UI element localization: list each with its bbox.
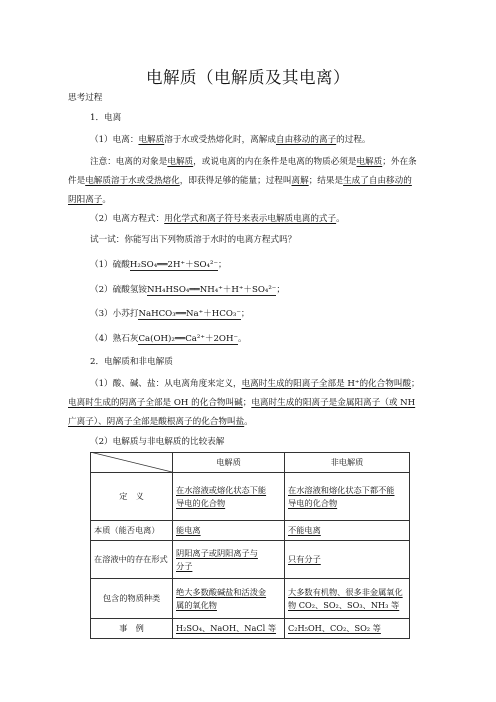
underlined-text: 电解质溶于水或受热熔化 <box>85 176 180 186</box>
eq-label: （2）硫酸氢铵 <box>90 285 148 295</box>
s2-p1-line2 <box>68 398 415 409</box>
cell-text: 分子 <box>176 560 193 571</box>
underlined-text: 用化学式和离子符号来表示电解质电离的式子 <box>164 214 337 224</box>
cell-text: C₂H₅OH、CO₂、SO₂ 等 <box>288 623 381 633</box>
text: 。 <box>244 417 253 427</box>
s1-heading: 1．电离 <box>90 113 122 123</box>
cell-nonelectrolyte <box>285 619 410 639</box>
underlined-text: 离解 <box>291 176 309 186</box>
row-label: 在溶液中的存在形式 <box>91 541 173 579</box>
eq-rhs: 2H⁺＋SO₄²⁻ <box>167 260 218 270</box>
cell-text: 属的氧化物 <box>176 599 217 610</box>
cell-text: 不能电离 <box>288 525 321 535</box>
underlined-text: 电离时生成的阳离子全部是 H⁺的化合物叫酸 <box>241 379 412 389</box>
row-label: 包含的物质种类 <box>91 579 173 619</box>
s1-note-line2 <box>68 176 412 187</box>
underlined-text: 电解质 <box>167 157 194 167</box>
cell-nonelectrolyte <box>285 521 410 541</box>
s2-heading: 2．电解质和非电解质 <box>90 357 173 367</box>
table-row <box>91 473 410 521</box>
cell-electrolyte <box>173 541 285 579</box>
cell-text: 在水溶液和熔化状态下都不能 <box>288 484 395 495</box>
underlined-text: 阴阳离子 <box>68 195 103 205</box>
text: ；结果是 <box>308 176 344 186</box>
col-header-electrolyte: 电解质 <box>173 453 285 473</box>
equation-3 <box>90 309 250 320</box>
col-header-nonelectrolyte: 非电解质 <box>285 453 410 473</box>
text: ； <box>242 398 252 408</box>
eq-rhs: NH₄⁺＋H⁺＋SO₄²⁻ <box>199 285 277 295</box>
eq-arrow: ══ <box>157 260 168 270</box>
eq-body <box>147 285 276 296</box>
s1-note-line1 <box>90 157 417 168</box>
eq-end: ； <box>240 309 250 319</box>
table-row <box>91 619 410 639</box>
s2-p1-line3 <box>68 417 253 428</box>
eq-lhs: Ca(OH)₂ <box>138 334 175 344</box>
cell-text: 导电的化合物 <box>176 497 226 508</box>
cell-electrolyte <box>173 521 285 541</box>
eq-body <box>138 309 240 320</box>
text: 的过程。 <box>336 135 371 145</box>
row-label: 事 例 <box>91 619 173 639</box>
text: 件是 <box>68 176 86 186</box>
text: ，即获得足够的能量；过程叫 <box>179 176 292 186</box>
text: ； <box>411 379 420 389</box>
cell-nonelectrolyte <box>285 541 410 579</box>
eq-arrow: ══ <box>175 309 187 319</box>
page-title: 电解质（电解质及其电离） <box>146 68 350 87</box>
underlined-text: 广离子）、阴离子全部是酸根离子的化合物叫盐 <box>68 417 245 427</box>
text: 。 <box>336 214 345 224</box>
eq-rhs: Ca²⁺＋2OH⁻ <box>185 334 239 344</box>
eq-label: （3）小苏打 <box>90 309 139 319</box>
eq-end: 。 <box>238 334 247 344</box>
text: （1）电离： <box>90 135 139 145</box>
eq-label: （4）熟石灰 <box>90 334 139 344</box>
eq-end: ； <box>217 260 227 270</box>
cell-text: 物 CO₂、SO₂、SO₃、NH₃ 等 <box>288 599 400 610</box>
cell-text: H₂SO₄、NaOH、NaCl 等 <box>176 623 277 633</box>
row-label: 本质（能否电离） <box>91 521 173 541</box>
eq-body <box>138 334 238 345</box>
equation-4 <box>90 334 247 345</box>
eq-end: ； <box>276 285 285 295</box>
underlined-text: 电离时生成的阳离子是金属阳离子（或 NH <box>251 398 416 408</box>
underlined-text: 电解质 <box>138 135 165 145</box>
cell-nonelectrolyte <box>285 579 410 619</box>
table-row <box>91 541 410 579</box>
underlined-text: 电离时生成的阴离子全部是 OH 的化合物叫碱 <box>68 398 243 408</box>
underlined-text: 自由移动的离子 <box>275 135 337 145</box>
row-label: 定 义 <box>91 473 173 521</box>
underlined-text: 生成了自由移动的 <box>343 176 412 186</box>
cell-electrolyte <box>173 579 285 619</box>
s1-try: 试一试：你能写出下列物质溶于水时的电离方程式吗？ <box>90 235 297 245</box>
cell-text: 在水溶液或熔化状态下能 <box>176 484 267 495</box>
cell-text: 绝大多数酸碱盐和活泼金 <box>176 586 267 597</box>
s2-p2: （2）电解质与非电解质的比较表解 <box>90 437 225 447</box>
cell-electrolyte <box>173 619 285 639</box>
eq-lhs: NH₄HSO₄ <box>147 285 190 295</box>
text: （2）电离方程式： <box>90 214 165 224</box>
cell-text: 只有分子 <box>288 554 321 564</box>
section-label: 思考过程 <box>68 93 103 103</box>
table-corner-cell <box>91 453 173 473</box>
equation-2 <box>90 285 285 296</box>
underlined-text: 电解质 <box>356 157 383 167</box>
table-row <box>91 579 410 619</box>
cell-text: 大多数有机物、很多非金属氧化 <box>288 586 403 597</box>
text: 注意：电离的对象是 <box>90 157 168 167</box>
eq-lhs: H₂SO₄ <box>129 260 158 270</box>
s1-note-line3 <box>68 195 111 206</box>
cell-text: 阴阳离子或阴阳离子与 <box>176 547 258 558</box>
eq-label: （1）硫酸 <box>90 260 130 270</box>
text: （1）酸、碱、盐：从电离角度来定义， <box>90 379 242 389</box>
s1-p2 <box>90 214 345 225</box>
table-header-row <box>91 453 410 473</box>
eq-rhs: Na⁺＋HCO₃⁻ <box>186 309 241 319</box>
cell-nonelectrolyte <box>285 473 410 521</box>
eq-arrow: ══ <box>189 285 200 295</box>
text: ，或说电离的内在条件是电离的物质必须是 <box>193 157 357 167</box>
cell-electrolyte <box>173 473 285 521</box>
equation-1 <box>90 260 227 271</box>
eq-lhs: NaHCO₃ <box>138 309 176 319</box>
text: 溶于水或受热熔化时，离解成 <box>164 135 276 145</box>
cell-text: 能电离 <box>176 525 201 535</box>
s1-p1 <box>90 135 371 146</box>
text: 。 <box>102 195 111 205</box>
comparison-table <box>90 452 410 639</box>
text: ；外在条 <box>382 157 417 167</box>
eq-body <box>130 260 218 271</box>
table-row <box>91 521 410 541</box>
eq-arrow: ══ <box>174 334 186 344</box>
cell-text: 导电的化合物 <box>288 497 338 508</box>
s2-p1-line1 <box>90 379 420 390</box>
